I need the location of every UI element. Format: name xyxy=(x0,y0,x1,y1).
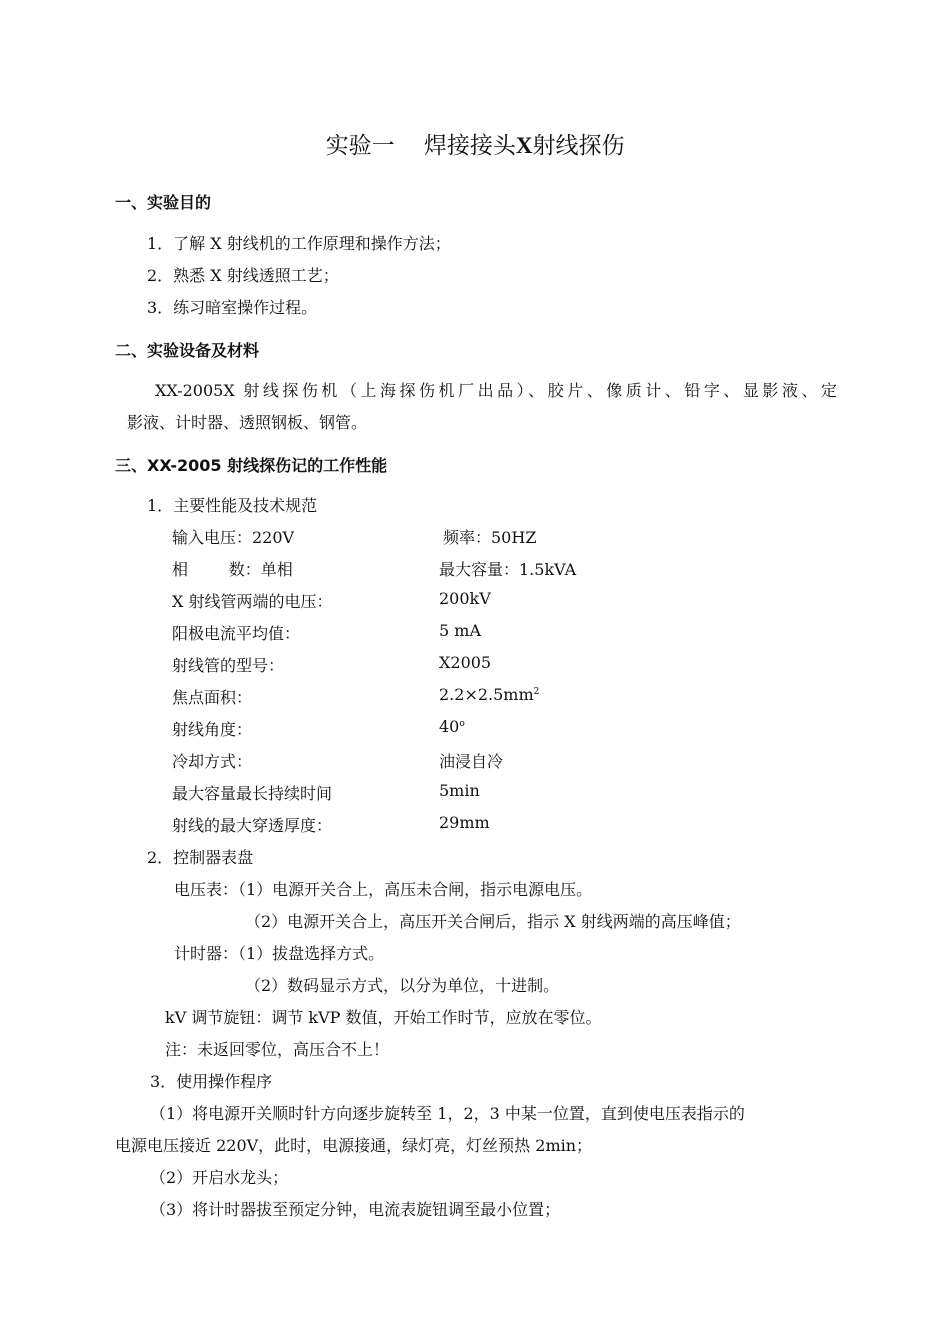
panel-note: 注：未返回零位，高压合不上！ xyxy=(165,1040,390,1059)
spec-label-phase: 相 数：单相 xyxy=(172,560,293,579)
spec-label-beam-angle: 射线角度： xyxy=(172,720,253,739)
title-main-x: X xyxy=(515,133,533,158)
spec-label-penetration: 射线的最大穿透厚度： xyxy=(172,816,333,835)
equipment-line-2: 影液、计时器、透照钢板、钢管。 xyxy=(127,413,368,432)
spec-value-anode-current: 5 mA xyxy=(439,621,481,640)
panel-voltmeter-1: 电压表：（1）电源开关合上，高压未合闸，指示电源电压。 xyxy=(174,880,593,899)
page-title xyxy=(0,127,950,160)
spec-value-capacity: 最大容量：1.5kVA xyxy=(439,560,577,579)
step-3: （3）将计时器拔至预定分钟，电流表旋钮调至最小位置； xyxy=(150,1200,561,1219)
equipment-line-1: XX-2005X 射线探伤机（上海探伤机厂出品）、胶片、像质计、铅字、显影液、定 xyxy=(155,381,837,400)
spec-label-tube-voltage: X 射线管两端的电压： xyxy=(172,592,333,611)
step-1-line-1: （1）将电源开关顺时针方向逐步旋转至 1，2，3 中某一位置，直到使电压表指示的 xyxy=(150,1104,745,1123)
subheading-control-panel: 2．控制器表盘 xyxy=(147,848,254,867)
focal-area-number: 2.2×2.5mm xyxy=(439,685,534,704)
panel-timer-1: 计时器：（1）拔盘选择方式。 xyxy=(174,944,385,963)
panel-voltmeter-2: （2）电源开关合上，高压开关合闸后，指示 X 射线两端的高压峰值； xyxy=(245,912,741,931)
spec-value-focal-area xyxy=(439,685,539,704)
section-heading-equipment: 二、实验设备及材料 xyxy=(115,341,260,360)
spec-value-tube-model: X2005 xyxy=(439,653,492,672)
spec-label-max-duration: 最大容量最长持续时间 xyxy=(172,784,333,803)
spec-value-max-duration: 5min xyxy=(439,781,480,800)
focal-area-superscript: 2 xyxy=(533,687,540,697)
panel-kv-knob: kV 调节旋钮：调节 kVP 数值，开始工作时节，应放在零位。 xyxy=(165,1008,602,1027)
spec-value-tube-voltage: 200kV xyxy=(439,589,491,608)
beam-angle-number: 40 xyxy=(439,717,460,736)
spec-label-cooling: 冷却方式： xyxy=(172,752,253,771)
subheading-specs: 1．主要性能及技术规范 xyxy=(147,496,318,515)
spec-value-penetration: 29mm xyxy=(439,813,490,832)
purpose-item-2: 2．熟悉 X 射线透照工艺； xyxy=(147,266,339,285)
step-1-line-2: 电源电压接近 220V，此时，电源接通，绿灯亮，灯丝预热 2min； xyxy=(115,1136,593,1155)
subheading-operation: 3．使用操作程序 xyxy=(150,1072,273,1091)
degree-symbol: o xyxy=(459,719,465,729)
purpose-item-1: 1．了解 X 射线机的工作原理和操作方法； xyxy=(147,234,451,253)
title-prefix: 实验一 xyxy=(325,133,395,159)
spec-label-focal-area: 焦点面积： xyxy=(172,688,253,707)
spec-label-anode-current: 阳极电流平均值： xyxy=(172,624,301,643)
title-main-a: 焊接接头 xyxy=(423,133,516,159)
spec-label-tube-model: 射线管的型号： xyxy=(172,656,285,675)
panel-timer-2: （2）数码显示方式，以分为单位，十进制。 xyxy=(245,976,560,995)
step-2: （2）开启水龙头； xyxy=(150,1168,289,1187)
purpose-item-3: 3．练习暗室操作过程。 xyxy=(147,298,318,317)
spec-label-voltage: 输入电压：220V xyxy=(172,528,295,547)
title-main-b: 射线探伤 xyxy=(532,133,625,159)
spec-value-beam-angle xyxy=(439,717,465,736)
spec-value-cooling: 油浸自冷 xyxy=(439,752,504,771)
spec-value-frequency: 频率：50HZ xyxy=(443,528,537,547)
section-heading-performance: 三、XX-2005 射线探伤记的工作性能 xyxy=(115,456,388,475)
section-heading-purpose: 一、实验目的 xyxy=(115,193,212,212)
